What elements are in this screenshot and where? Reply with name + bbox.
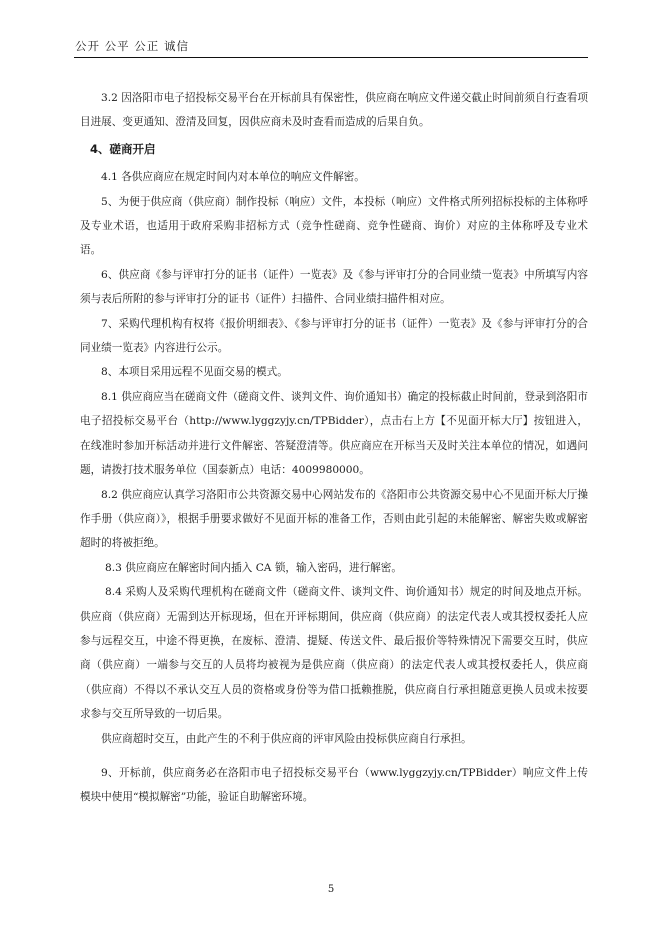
paragraph-7: 7、采购代理机构有权将《报价明细表》、《参与评审打分的证书（证件）一览表》及《参与评审打分的合同业绩一览表》内容进行公示。: [80, 317, 588, 355]
paragraph-9: 9、开标前，供应商务必在洛阳市电子招投标交易平台（www.lyggzyjy.cn/TPBidder）响应文件上传模块中使用“模拟解密”功能，验证自助解密环境。: [80, 766, 588, 804]
paragraph-8-2: 8.2 供应商应认真学习洛阳市公共资源交易中心网站发布的《洛阳市公共资源交易中心不见面开标大厅操作手册（供应商）》，根据手册要求做好不见面开标的准备工作，否则由此引起的未能解密、解密失败或解密超时的将被拒绝。: [80, 488, 588, 550]
paragraph-8: 8、本项目采用远程不见面交易的模式。: [101, 366, 288, 379]
paragraph-6: 6、供应商《参与评审打分的证书（证件）一览表》及《参与评审打分的合同业绩一览表》中所填写内容须与表后所附的参与评审打分的证书（证件）扫描件、合同业绩扫描件相对应。: [80, 268, 588, 306]
paragraph-5: 5、为便于供应商（供应商）制作投标（响应）文件，本投标（响应）文件格式所列招标投标的主体称呼及专业术语，也适用于政府采购非招标方式（竞争性磋商、竞争性磋商、询价）对应的主体称呼及专业术语。: [80, 195, 588, 257]
paragraph-timeout: 供应商超时交互，由此产生的不利于供应商的评审风险由投标供应商自行承担。: [101, 732, 472, 745]
document-body: [80, 86, 588, 810]
header-rule: [74, 57, 588, 58]
page-header: 公开 公平 公正 诚信: [75, 39, 189, 53]
paragraph-8-3: 8.3 供应商应在解密时间内插入 CA 锁，输入密码，进行解密。: [105, 561, 402, 574]
paragraph-8-4: 8.4 采购人及采购代理机构在磋商文件（磋商文件、谈判文件、询价通知书）规定的时间及地点开标。供应商（供应商）无需到达开标现场，但在开评标期间，供应商（供应商）的法定代表人或其授权委托人应参与远程交互，中途不得更换，在废标、澄清、提疑、传送文件、最后报价等特殊情况下需要交互时，供应商（供应商）一端参与交互的人员将均被视为是供应商（供应商）的法定代表人或其授权委托人，供应商（供应商）不得以不承认交互人员的资格或身份等为借口抵赖推脱，供应商自行承担随意更换人员或未按要求参与交互所导致的一切后果。: [80, 586, 588, 721]
paragraph-3-2: 3.2 因洛阳市电子招投标交易平台在开标前具有保密性，供应商在响应文件递交截止时间前须自行查看项目进展、变更通知、澄清及回复，因供应商未及时查看而造成的后果自负。: [80, 92, 588, 129]
page-number: 5: [327, 884, 335, 895]
paragraph-4-1: 4.1 各供应商应在规定时间内对本单位的响应文件解密。: [101, 171, 365, 184]
section-heading-4: 4、磋商开启: [90, 141, 156, 156]
paragraph-8-1: 8.1 供应商应当在磋商文件（磋商文件、谈判文件、询价通知书）确定的投标截止时间前，登录到洛阳市电子招投标交易平台（http://www.lyggzyjy.cn/TPBidder），点击右上方【不见面开标大厅】按钮进入，在线准时参加开标活动并进行文件解密、答疑澄清等。供应商应在开标当天及时关注本单位的情况，如遇问题，请拨打技术服务单位（国泰新点）电话：4009980000。: [80, 390, 588, 477]
